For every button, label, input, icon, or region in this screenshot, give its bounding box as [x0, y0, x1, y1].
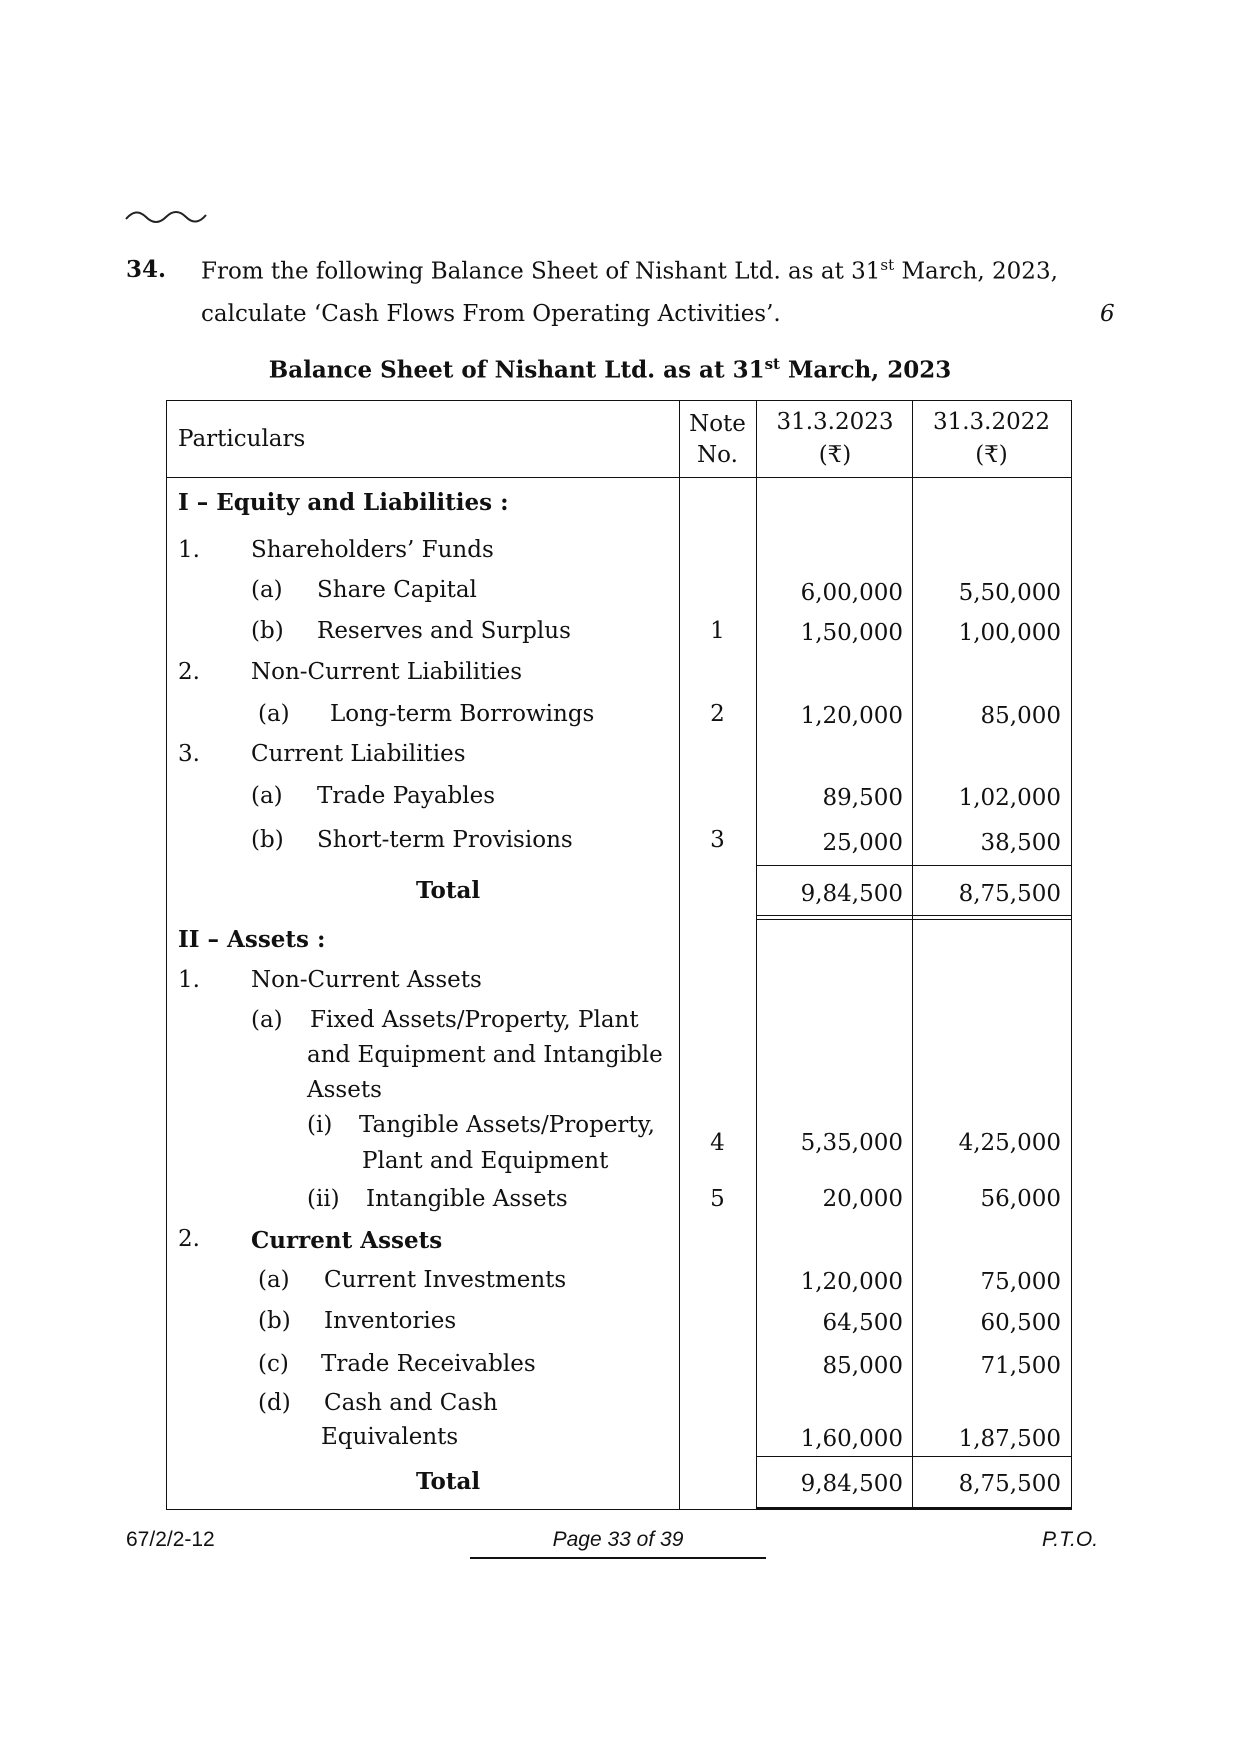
inventories-2022: 60,500: [980, 1310, 1061, 1336]
sub-item-letter: (b): [251, 618, 284, 644]
trade-receivables-2022: 71,500: [980, 1353, 1061, 1379]
paper-code: 67/2/2-12: [126, 1528, 215, 1551]
long-term-borrowings-2022: 85,000: [980, 703, 1061, 729]
question-line-1: From the following Balance Sheet of Nishant Ltd. as at 31st March, 2023,: [201, 256, 1058, 285]
short-term-provisions-2023: 25,000: [822, 830, 903, 856]
current-assets-label: Current Assets: [251, 1227, 443, 1254]
item-number: 2.: [178, 659, 200, 685]
cash-equivalents-2022: 1,87,500: [958, 1426, 1061, 1452]
header-currency-2023: (₹): [818, 442, 852, 468]
tangible-assets-label-1: Tangible Assets/Property,: [359, 1112, 655, 1138]
sub-item-letter: (a): [258, 1267, 290, 1293]
intangible-assets-2022: 56,000: [980, 1186, 1061, 1212]
sub-item-letter: (a): [258, 701, 290, 727]
reserves-surplus-label: Reserves and Surplus: [317, 618, 571, 644]
sub-item-letter: (a): [251, 783, 283, 809]
balance-sheet-title: Balance Sheet of Nishant Ltd. as at 31st March, 2023: [268, 355, 952, 384]
short-term-provisions-label: Short-term Provisions: [317, 827, 573, 853]
non-current-assets-label: Non-Current Assets: [251, 967, 482, 993]
balance-sheet-table: [166, 400, 1072, 1510]
tangible-assets-label-2: Plant and Equipment: [362, 1148, 609, 1174]
sub-item-letter: (b): [251, 827, 284, 853]
tangible-assets-2022: 4,25,000: [958, 1130, 1061, 1156]
section-equity-liabilities: I – Equity and Liabilities :: [178, 489, 509, 516]
total-liabilities-2023: 9,84,500: [800, 881, 903, 907]
header-year-2022: 31.3.2022: [932, 409, 1051, 435]
shareholders-funds-label: Shareholders’ Funds: [251, 537, 494, 563]
short-term-provisions-2022: 38,500: [980, 830, 1061, 856]
wavy-mark-icon: [124, 205, 214, 229]
header-year-2023: 31.3.2023: [776, 409, 894, 435]
please-turn-over: P.T.O.: [1042, 1528, 1099, 1551]
trade-receivables-2023: 85,000: [822, 1353, 903, 1379]
header-note-no: No.: [697, 442, 738, 468]
sub-item-letter: (b): [258, 1308, 291, 1334]
page-number-underline: [470, 1557, 766, 1559]
short-term-provisions-note: 3: [710, 827, 725, 853]
total-assets-2023: 9,84,500: [800, 1471, 903, 1497]
share-capital-2023: 6,00,000: [800, 580, 903, 606]
item-number: 2.: [178, 1226, 200, 1252]
question-marks: 6: [1100, 301, 1115, 327]
sub-item-roman: (i): [307, 1112, 333, 1138]
share-capital-label: Share Capital: [317, 577, 477, 603]
total-assets-2022: 8,75,500: [958, 1471, 1061, 1497]
current-investments-2023: 1,20,000: [800, 1269, 903, 1295]
section-assets: II – Assets :: [178, 926, 326, 953]
sub-item-letter: (a): [251, 1007, 283, 1033]
trade-receivables-label: Trade Receivables: [321, 1351, 536, 1377]
fixed-assets-label-2: and Equipment and Intangible: [307, 1042, 663, 1068]
inventories-label: Inventories: [324, 1308, 457, 1334]
cash-equivalents-label-2: Equivalents: [321, 1424, 459, 1450]
sub-item-letter: (c): [258, 1351, 289, 1377]
item-number: 1.: [178, 537, 200, 563]
trade-payables-label: Trade Payables: [317, 783, 496, 809]
current-liabilities-label: Current Liabilities: [251, 741, 466, 767]
tangible-assets-note: 4: [710, 1130, 725, 1156]
trade-payables-2023: 89,500: [822, 785, 903, 811]
item-number: 3.: [178, 741, 200, 767]
reserves-surplus-2022: 1,00,000: [958, 620, 1061, 646]
fixed-assets-label-3: Assets: [307, 1077, 382, 1103]
reserves-surplus-2023: 1,50,000: [800, 620, 903, 646]
page-number: Page 33 of 39: [552, 1528, 684, 1551]
cash-equivalents-2023: 1,60,000: [800, 1426, 903, 1452]
long-term-borrowings-label: Long-term Borrowings: [330, 701, 595, 727]
intangible-assets-note: 5: [710, 1186, 725, 1212]
header-note: Note: [689, 411, 746, 437]
share-capital-2022: 5,50,000: [958, 580, 1061, 606]
header-particulars: Particulars: [178, 426, 306, 452]
total-liabilities-2022: 8,75,500: [958, 881, 1061, 907]
reserves-surplus-note: 1: [710, 618, 725, 644]
item-number: 1.: [178, 967, 200, 993]
long-term-borrowings-2023: 1,20,000: [800, 703, 903, 729]
total-liabilities-label: Total: [416, 877, 481, 904]
intangible-assets-label: Intangible Assets: [366, 1186, 568, 1212]
long-term-borrowings-note: 2: [710, 701, 725, 727]
sub-item-letter: (a): [251, 577, 283, 603]
current-investments-2022: 75,000: [980, 1269, 1061, 1295]
sub-item-roman: (ii): [307, 1186, 340, 1212]
tangible-assets-2023: 5,35,000: [800, 1130, 903, 1156]
current-investments-label: Current Investments: [324, 1267, 567, 1293]
inventories-2023: 64,500: [822, 1310, 903, 1336]
non-current-liabilities-label: Non-Current Liabilities: [251, 659, 523, 685]
total-assets-label: Total: [416, 1468, 481, 1495]
fixed-assets-label-1: Fixed Assets/Property, Plant: [310, 1007, 639, 1033]
question-number: 34.: [126, 256, 167, 283]
intangible-assets-2023: 20,000: [822, 1186, 903, 1212]
question-line-2: calculate ‘Cash Flows From Operating Activities’.: [201, 301, 781, 327]
header-currency-2022: (₹): [975, 442, 1008, 468]
sub-item-letter: (d): [258, 1390, 291, 1416]
trade-payables-2022: 1,02,000: [958, 785, 1061, 811]
cash-equivalents-label-1: Cash and Cash: [324, 1390, 498, 1416]
